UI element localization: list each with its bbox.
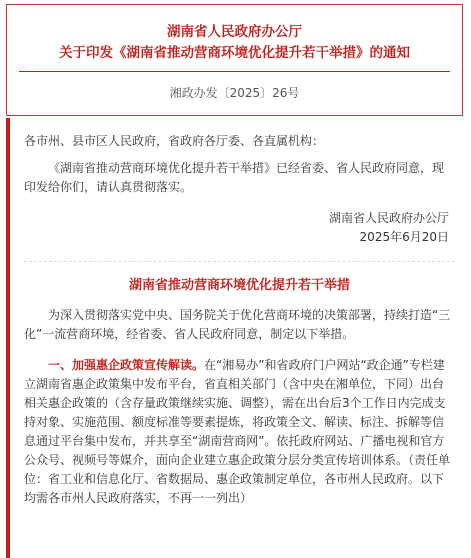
header-divider bbox=[19, 71, 450, 72]
signature-date: 2025年6月20日 bbox=[359, 230, 449, 244]
section-1-body: 在“湘易办”和省政府门户网站“政企通”专栏建立湖南省惠企政策集中发布平台，省直相关部门（含中央在湘单位，下同）出台相关惠企政策的（含存量政策继续实施、调整），需在出台后3个工作日内完成支持对象、实施范围、额度标准等要素提炼，将政策全文、解读、标注、拆解等信息通过平台集中发布，并共享至“湖南营商网”。依托政府网站、广播电视和官方公众号、视频号等媒介，面向企业建立惠企政策分层分类宣传培训体系。（责任单位：省工业和信息化厅、省数据局、惠企政策制定单位，各市州人民政府。以下均需各市州人民政府落实，不再一一列出） bbox=[24, 358, 451, 505]
section-1-paragraph bbox=[24, 356, 455, 508]
notice-body bbox=[6, 118, 463, 558]
section-1-heading: 一、加强惠企政策宣传解读。 bbox=[48, 358, 205, 372]
section-divider bbox=[24, 261, 455, 262]
header-title bbox=[7, 22, 462, 64]
lead-paragraph: 为深入贯彻落实党中央、国务院关于优化营商环境的决策部署，持续打造“三化”一流营商环境，经省委、省人民政府同意，制定以下举措。 bbox=[24, 308, 451, 341]
header-title-line1: 湖南省人民政府办公厅 bbox=[167, 24, 302, 40]
document-title: 湖南省推动营商环境优化提升若干举措 bbox=[128, 278, 350, 293]
header-title-line2: 关于印发《湖南省推动营商环境优化提升若干举措》的通知 bbox=[59, 45, 410, 61]
document-number: 湘政办发〔2025〕26号 bbox=[169, 86, 300, 100]
addressee: 各市州、县市区人民政府，省政府各厅委、各直属机构： bbox=[24, 134, 325, 148]
signature-org: 湖南省人民政府办公厅 bbox=[328, 211, 449, 225]
notice-header bbox=[6, 4, 463, 116]
intro-paragraph: 《湖南省推动营商环境优化提升若干举措》已经省委、省人民政府同意，现印发给你们，请认真贯彻落实。 bbox=[24, 161, 445, 194]
